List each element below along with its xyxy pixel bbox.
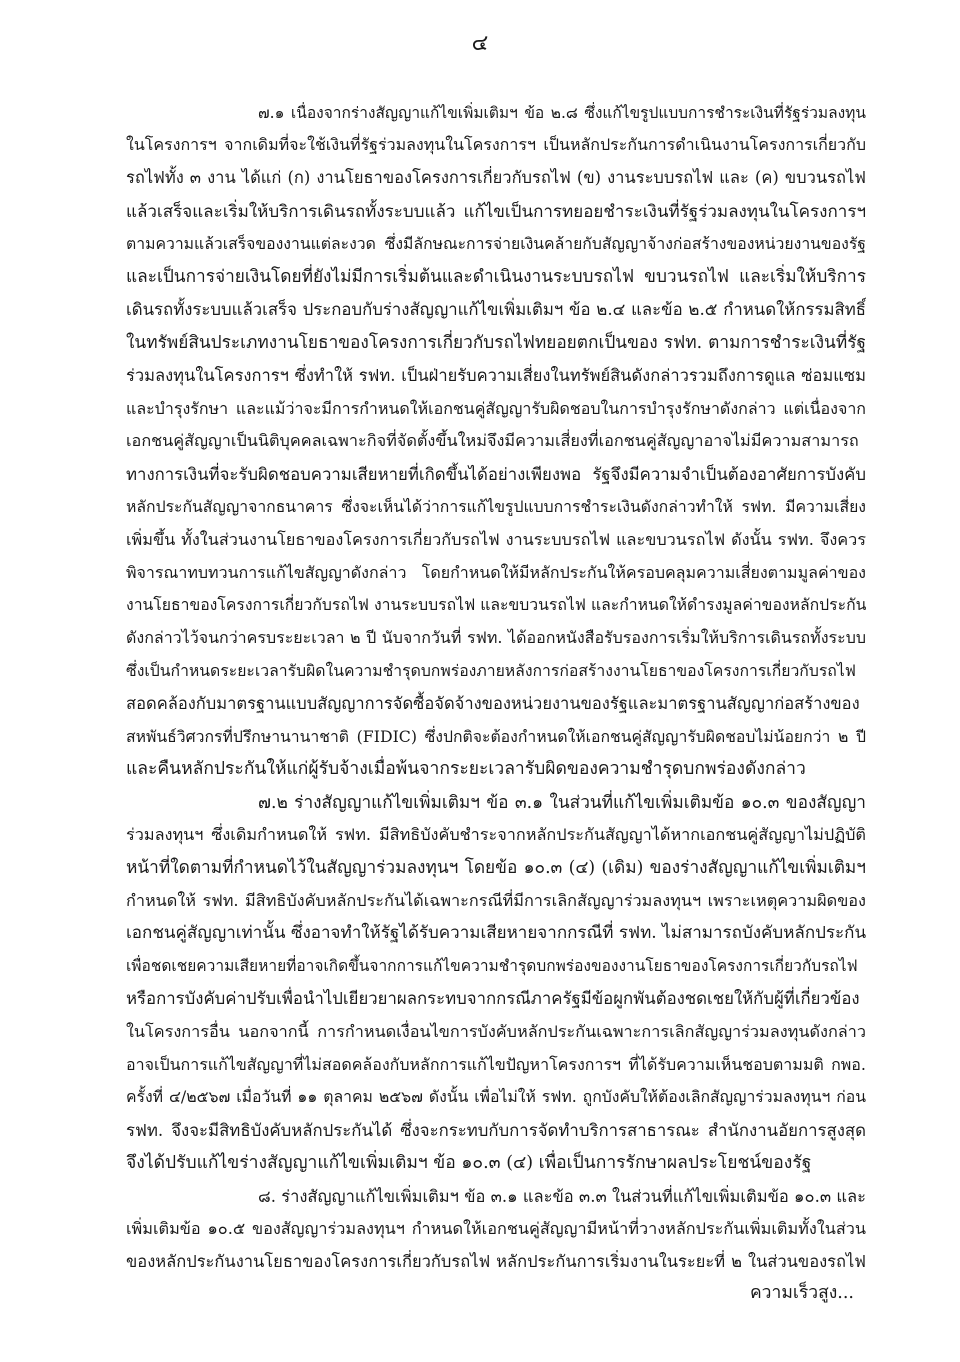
paragraph-7-2-line-4: กำหนดให้ รฟท. มีสิทธิบังคับหลักประกันได้เฉพาะกรณีที่มีการเลิกสัญญาร่วมลงทุนฯ เพราะเหตุความผิดของ [126,891,866,910]
paragraph-8-line-1: ๘. ร่างสัญญาแก้ไขเพิ่มเติมฯ ข้อ ๓.๑ และข้อ ๓.๓ ในส่วนที่แก้ไขเพิ่มเติมข้อ ๑๐.๓ และ [258,1187,866,1206]
paragraph-7-2-line-6: เพื่อชดเชยความเสียหายที่อาจเกิดขึ้นจากการแก้ไขความชำรุดบกพร่องของงานโยธาของโครงการเกี่ยวกับรถไฟ [126,957,858,975]
paragraph-7-2-line-1: ๗.๒ ร่างสัญญาแก้ไขเพิ่มเติมฯ ข้อ ๓.๑ ในส่วนที่แก้ไขเพิ่มเติมข้อ ๑๐.๓ ของสัญญา [258,793,866,813]
paragraph-8-line-2: เพิ่มเติมข้อ ๑๐.๕ ของสัญญาร่วมลงทุนฯ กำหนดให้เอกชนคู่สัญญามีหน้าที่วางหลักประกันเพิ่มเติมทั้งในส่วน [126,1219,866,1238]
paragraph-7-2-line-5: เอกชนคู่สัญญาเท่านั้น ซึ่งอาจทำให้รัฐได้รับความเสียหายจากกรณีที่ รฟท. ไม่สามารถบังคับหลักประกัน [126,923,866,943]
paragraph-7-2-line-7: หรือการบังคับค่าปรับเพื่อนำไปเยียวยาผลกระทบจากกรณีภาครัฐมีข้อผูกพันต้องชดเชยให้กับผู้ที่เกี่ยวข้อง [126,988,860,1008]
paragraph-7-1-line-16: งานโยธาของโครงการเกี่ยวกับรถไฟ งานระบบรถไฟ และขบวนรถไฟ และกำหนดให้ดำรงมูลค่าของหลักประกัน [126,595,866,614]
paragraph-7-1-line-1: ๗.๑ เนื่องจากร่างสัญญาแก้ไขเพิ่มเติมฯ ข้อ ๒.๘ ซึ่งแก้ไขรูปแบบการชำระเงินที่รัฐร่วมลงทุน [258,104,866,122]
paragraph-7-1-line-17: ดังกล่าวไว้จนกว่าครบระยะเวลา ๒ ปี นับจากวันที่ รฟท. ได้ออกหนังสือรับรองการเริ่มให้บริการเดินรถทั้งระบบ [126,628,866,647]
paragraph-7-2-line-12: จึงได้ปรับแก้ไขร่างสัญญาแก้ไขเพิ่มเติมฯ ข้อ ๑๐.๓ (๔) เพื่อเป็นการรักษาผลประโยชน์ของรัฐ [126,1153,812,1173]
paragraph-7-1-line-18: ซึ่งเป็นกำหนดระยะเวลารับผิดในความชำรุดบกพร่องภายหลังการก่อสร้างงานโยธาของโครงการเกี่ยวกับรถไฟ [126,661,856,680]
paragraph-7-1-line-2: ในโครงการฯ จากเดิมที่จะใช้เงินที่รัฐร่วมลงทุนในโครงการฯ เป็นหลักประกันการดำเนินงานโครงการเกี่ยวกับ [126,135,866,154]
page-number: ๔ [471,31,489,56]
paragraph-7-2-line-11: รฟท. จึงจะมีสิทธิบังคับหลักประกันได้ ซึ่งจะกระทบกับการจัดทำบริการสาธารณะ สำนักงานอัยการสูงสุด [126,1120,866,1140]
paragraph-7-1-line-14: เพิ่มขึ้น ทั้งในส่วนงานโยธาของโครงการเกี่ยวกับรถไฟ งานระบบรถไฟ และขบวนรถไฟ ดังนั้น รฟท. จึงควร [126,530,866,549]
paragraph-7-1-line-7: เดินรถทั้งระบบแล้วเสร็จ ประกอบกับร่างสัญญาแก้ไขเพิ่มเติมฯ ข้อ ๒.๔ และข้อ ๒.๕ กำหนดให้กรรมสิทธิ์ [126,299,866,319]
paragraph-7-1-line-20: สหพันธ์วิศวกรที่ปรึกษานานาชาติ (FIDIC) ซึ่งปกติจะต้องกำหนดให้เอกชนคู่สัญญารับผิดชอบไม่น้อยกว่า ๒ ปี [126,727,866,746]
paragraph-7-2-line-10: ครั้งที่ ๔/๒๕๖๗ เมื่อวันที่ ๑๑ ตุลาคม ๒๕๖๗ ดังนั้น เพื่อไม่ให้ รฟท. ถูกบังคับให้ต้องเลิกสัญญาร่วมลงทุนฯ ก่อน [126,1087,866,1106]
paragraph-7-1-line-13: หลักประกันสัญญาจากธนาคาร ซึ่งจะเห็นได้ว่าการแก้ไขรูปแบบการชำระเงินดังกล่าวทำให้ รฟท. มีความเสี่ยง [126,497,866,516]
paragraph-7-1-line-8: ในทรัพย์สินประเภทงานโยธาของโครงการเกี่ยวกับรถไฟทยอยตกเป็นของ รฟท. ตามการชำระเงินที่รัฐ [126,333,866,353]
paragraph-7-1-line-15: พิจารณาทบทวนการแก้ไขสัญญาดังกล่าว โดยกำหนดให้มีหลักประกันให้ครอบคลุมความเสี่ยงตามมูลค่าของ [126,563,866,582]
paragraph-7-1-line-12: ทางการเงินที่จะรับผิดชอบความเสียหายที่เกิดขึ้นได้อย่างเพียงพอ รัฐจึงมีความจำเป็นต้องอาศัยการบังคับ [126,464,866,484]
paragraph-8-line-3: ของหลักประกันงานโยธาของโครงการเกี่ยวกับรถไฟ หลักประกันการเริ่มงานในระยะที่ ๒ ในส่วนของรถไฟ [126,1252,866,1271]
paragraph-7-1-line-9: ร่วมลงทุนในโครงการฯ ซึ่งทำให้ รฟท. เป็นฝ่ายรับความเสี่ยงในทรัพย์สินดังกล่าวรวมถึงการดูแล ซ่อมแซม [126,366,866,385]
paragraph-7-1-line-21: และคืนหลักประกันให้แก่ผู้รับจ้างเมื่อพ้นจากระยะเวลารับผิดของความชำรุดบกพร่องดังกล่าว [126,759,806,779]
paragraph-7-2-line-8: ในโครงการอื่น นอกจากนี้ การกำหนดเงื่อนไขการบังคับหลักประกันเฉพาะการเลิกสัญญาร่วมลงทุนดังกล่าว [126,1022,866,1041]
paragraph-7-2-line-2: ร่วมลงทุนฯ ซึ่งเดิมกำหนดให้ รฟท. มีสิทธิบังคับชำระจากหลักประกันสัญญาได้หากเอกชนคู่สัญญาไม่ปฏิบัติ [126,825,866,844]
paragraph-7-1-line-6: และเป็นการจ่ายเงินโดยที่ยังไม่มีการเริ่มต้นและดำเนินงานระบบรถไฟ ขบวนรถไฟ และเริ่มให้บริการ [126,267,866,287]
paragraph-7-1-line-19: สอดคล้องกับมาตรฐานแบบสัญญาการจัดซื้อจัดจ้างของหน่วยงานของรัฐและมาตรฐานสัญญาก่อสร้างของ [126,694,860,713]
paragraph-7-2-line-3: หน้าที่ใดตามที่กำหนดไว้ในสัญญาร่วมลงทุนฯ โดยข้อ ๑๐.๓ (๔) (เดิม) ของร่างสัญญาแก้ไขเพิ่มเติมฯ [126,858,866,878]
paragraph-7-1-line-11: เอกชนคู่สัญญาเป็นนิติบุคคลเฉพาะกิจที่จัดตั้งขึ้นใหม่จึงมีความเสี่ยงที่เอกชนคู่สัญญาอาจไม่มีความสามารถ [126,431,859,450]
paragraph-7-1-line-5: ตามความแล้วเสร็จของงานแต่ละงวด ซึ่งมีลักษณะการจ่ายเงินคล้ายกับสัญญาจ้างก่อสร้างของหน่วยงานของรัฐ [126,234,866,253]
paragraph-7-1-line-3: รถไฟทั้ง ๓ งาน ได้แก่ (ก) งานโยธาของโครงการเกี่ยวกับรถไฟ (ข) งานระบบรถไฟ และ (ค) ขบวนรถไฟ [126,168,866,187]
continuation-text: ความเร็วสูง... [749,1283,854,1303]
paragraph-7-1-line-4: แล้วเสร็จและเริ่มให้บริการเดินรถทั้งระบบแล้ว แก้ไขเป็นการทยอยชำระเงินที่รัฐร่วมลงทุนในโครงการฯ [126,202,866,222]
paragraph-7-1-line-10: และบำรุงรักษา และแม้ว่าจะมีการกำหนดให้เอกชนคู่สัญญารับผิดชอบในการบำรุงรักษาดังกล่าว แต่เนื่องจาก [126,399,866,418]
paragraph-7-2-line-9: อาจเป็นการแก้ไขสัญญาที่ไม่สอดคล้องกับหลักการแก้ไขปัญหาโครงการฯ ที่ได้รับความเห็นชอบตามมติ กพอ. [126,1055,866,1074]
